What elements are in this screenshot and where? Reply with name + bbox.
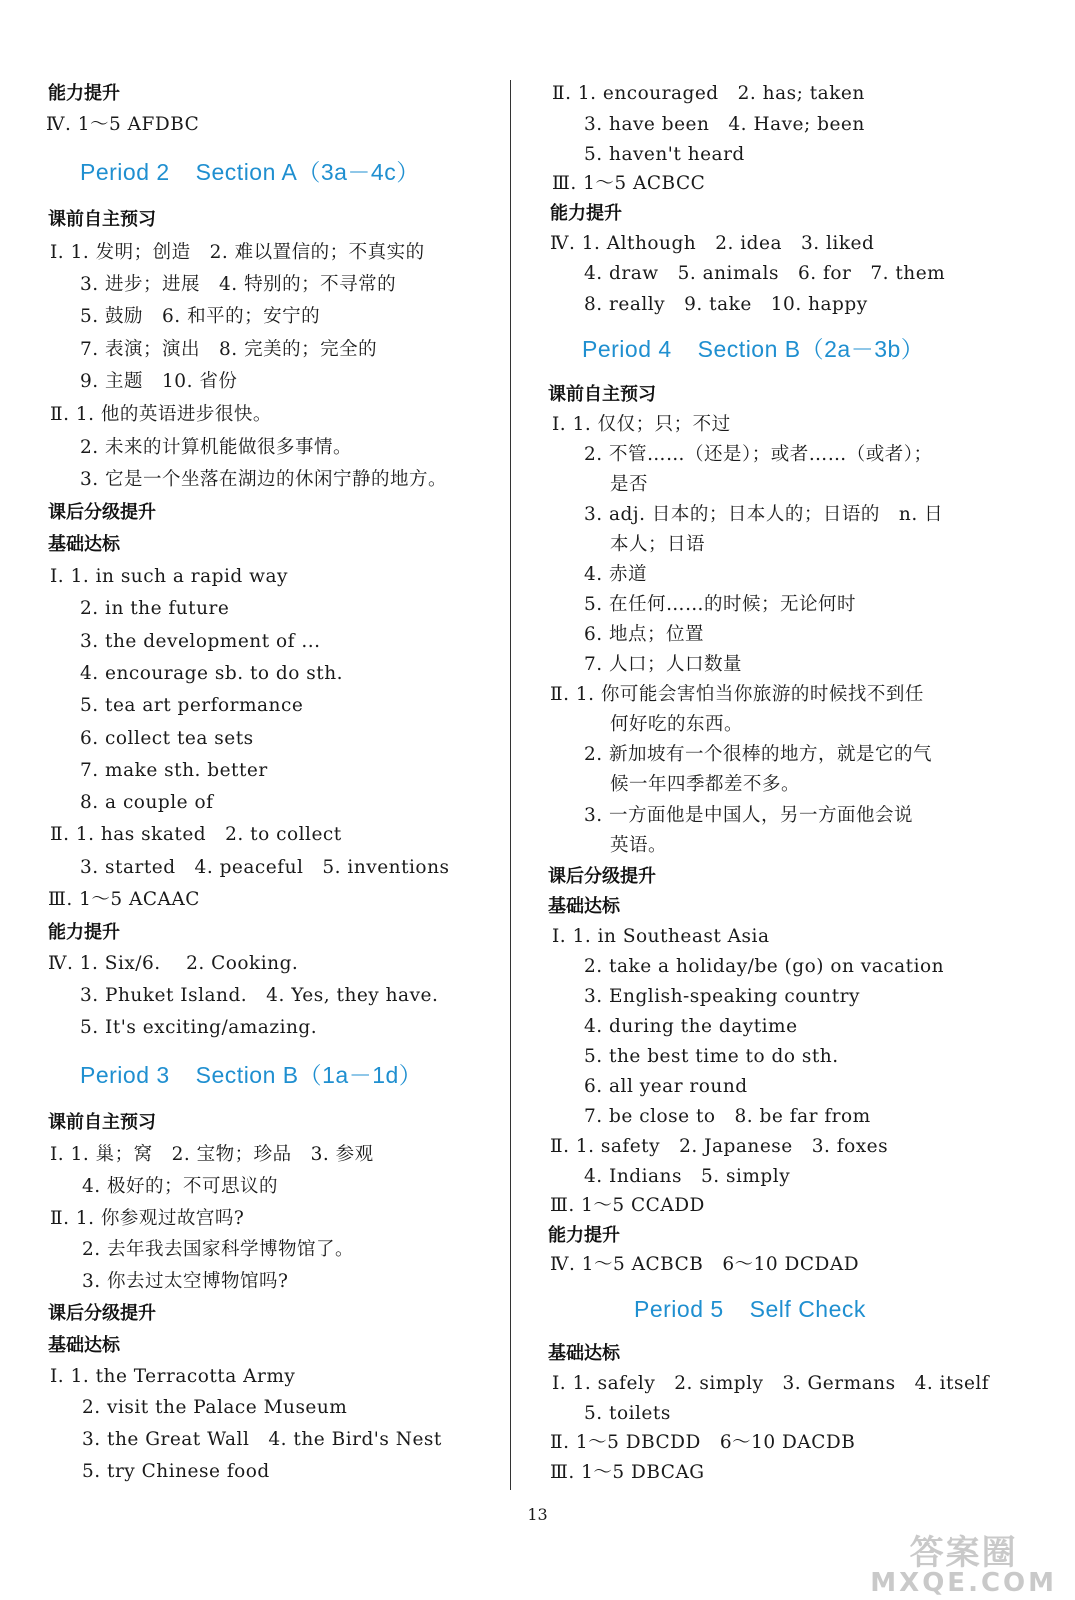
answer-line: Ⅰ. 1. in Southeast Asia	[552, 926, 770, 947]
answer-line: 4. 赤道	[584, 564, 648, 585]
answer-line: 5. haven't heard	[584, 144, 745, 165]
answer-line: 7. be close to 8. be far from	[584, 1106, 871, 1127]
section-label: Self Check	[749, 1296, 866, 1322]
period-heading	[80, 1060, 422, 1090]
answer-line: 2. in the future	[80, 598, 230, 619]
answer-line: Ⅰ. 1. the Terracotta Army	[50, 1366, 296, 1387]
answer-line: 4. encourage sb. to do sth.	[80, 663, 343, 684]
answer-line: 4. draw 5. animals 6. for 7. them	[584, 263, 946, 284]
answer-line: 英语。	[610, 835, 668, 856]
answer-line: 本人；日语	[610, 534, 706, 555]
answer-line: 7. make sth. better	[80, 760, 268, 781]
answer-line: 是否	[610, 474, 649, 495]
answer-line: 3. the Great Wall 4. the Bird's Nest	[82, 1429, 442, 1450]
page-number: 13	[527, 1505, 548, 1524]
answer-line: 5. tea art performance	[80, 695, 304, 716]
section-label: Section B（1a－1d）	[195, 1062, 423, 1088]
section-heading: 基础达标	[48, 1335, 120, 1356]
answer-line: 5. 在任何……的时候；无论何时	[584, 594, 857, 615]
answer-line: 2. 去年我去国家科学博物馆了。	[82, 1239, 355, 1260]
section-heading: 课后分级提升	[548, 866, 656, 887]
answer-line: Ⅲ. 1～5 ACBCC	[552, 173, 706, 194]
answer-line: 6. 地点；位置	[584, 624, 705, 645]
answer-line: Ⅱ. 1. has skated 2. to collect	[50, 824, 342, 845]
answer-line: 3. 进步；进展 4. 特别的；不寻常的	[80, 274, 397, 295]
answer-line: Ⅰ. 1. in such a rapid way	[50, 566, 288, 587]
answer-line: 7. 表演；演出 8. 完美的；完全的	[80, 339, 378, 360]
period-heading	[582, 334, 924, 364]
section-heading: 基础达标	[548, 896, 620, 917]
answer-line: 候一年四季都差不多。	[610, 774, 801, 795]
section-label: Section A（3a－4c）	[195, 159, 420, 185]
section-heading: 能力提升	[548, 1225, 620, 1246]
period-label: Period 5	[634, 1296, 724, 1322]
answer-line: Ⅱ. 1. safety 2. Japanese 3. foxes	[550, 1136, 889, 1157]
answer-line: Ⅳ. 1～5 AFDBC	[46, 114, 200, 135]
answer-line: Ⅱ. 1. 你参观过故宫吗?	[50, 1208, 245, 1229]
section-heading: 基础达标	[48, 534, 120, 555]
answer-line: 2. take a holiday/be (go) on vacation	[584, 956, 945, 977]
answer-line: 2. 未来的计算机能做很多事情。	[80, 437, 353, 458]
answer-line: 何好吃的东西。	[610, 714, 744, 735]
answer-line: 2. 新加坡有一个很棒的地方，就是它的气	[584, 744, 933, 765]
answer-line: 3. 它是一个坐落在湖边的休闲宁静的地方。	[80, 469, 448, 490]
answer-line: 8. really 9. take 10. happy	[584, 294, 868, 315]
section-heading: 课前自主预习	[48, 209, 156, 230]
answer-line: 3. have been 4. Have; been	[584, 114, 865, 135]
answer-line: 3. 你去过太空博物馆吗?	[82, 1271, 289, 1292]
answer-line: 6. collect tea sets	[80, 728, 254, 749]
answer-line: 3. started 4. peaceful 5. inventions	[80, 857, 450, 878]
answer-line: 5. It's exciting/amazing.	[80, 1017, 318, 1038]
section-heading: 课前自主预习	[548, 384, 656, 405]
answer-line: 3. 一方面他是中国人，另一方面他会说	[584, 805, 914, 826]
answer-line: 4. during the daytime	[584, 1016, 798, 1037]
answer-line: Ⅲ. 1～5 CCADD	[550, 1195, 705, 1216]
section-heading: 基础达标	[548, 1343, 620, 1364]
period-label: Period 4	[582, 336, 672, 362]
answer-line: 4. Indians 5. simply	[584, 1166, 791, 1187]
section-heading: 课后分级提升	[48, 1303, 156, 1324]
answer-line: Ⅳ. 1. Although 2. idea 3. liked	[550, 233, 875, 254]
answer-line: 2. visit the Palace Museum	[82, 1397, 348, 1418]
answer-line: 5. toilets	[584, 1403, 671, 1424]
answer-line: 5. 鼓励 6. 和平的；安宁的	[80, 306, 321, 327]
answer-line: Ⅰ. 1. 巢；窝 2. 宝物；珍品 3. 参观	[50, 1144, 374, 1165]
section-heading: 能力提升	[48, 922, 120, 943]
answer-line: 5. the best time to do sth.	[584, 1046, 839, 1067]
watermark-logo	[870, 1533, 1057, 1598]
answer-line: Ⅰ. 1. safely 2. simply 3. Germans 4. itself	[552, 1373, 990, 1394]
answer-line: Ⅰ. 1. 发明；创造 2. 难以置信的；不真实的	[50, 242, 425, 263]
section-heading: 能力提升	[48, 83, 120, 104]
section-heading: 课后分级提升	[48, 502, 156, 523]
period-label: Period 2	[80, 159, 170, 185]
answer-line: 5. try Chinese food	[82, 1461, 270, 1482]
answer-line: 3. Phuket Island. 4. Yes, they have.	[80, 985, 439, 1006]
section-heading: 能力提升	[550, 203, 622, 224]
answer-line: 7. 人口；人口数量	[584, 654, 743, 675]
answer-line: Ⅱ. 1～5 DBCDD 6～10 DACDB	[550, 1432, 856, 1453]
period-heading	[80, 157, 420, 187]
answer-line: Ⅲ. 1～5 ACAAC	[48, 889, 200, 910]
section-heading: 课前自主预习	[48, 1112, 156, 1133]
answer-line: 6. all year round	[584, 1076, 748, 1097]
answer-line: Ⅳ. 1～5 ACBCB 6～10 DCDAD	[550, 1254, 860, 1275]
period-heading	[634, 1294, 866, 1324]
answer-line: 9. 主题 10. 省份	[80, 371, 238, 392]
answer-line: 3. adj. 日本的；日本人的；日语的 n. 日	[584, 504, 944, 525]
answer-line: 4. 极好的；不可思议的	[82, 1176, 279, 1197]
section-label: Section B（2a－3b）	[697, 336, 925, 362]
answer-line: Ⅲ. 1～5 DBCAG	[550, 1462, 705, 1483]
watermark-text: 答案圈	[909, 1533, 1018, 1573]
answer-line: Ⅱ. 1. 他的英语进步很快。	[50, 404, 272, 425]
answer-line: Ⅱ. 1. encouraged 2. has; taken	[552, 83, 865, 104]
answer-line: 8. a couple of	[80, 792, 214, 813]
answer-line: Ⅱ. 1. 你可能会害怕当你旅游的时候找不到任	[550, 684, 924, 705]
answer-line: 3. the development of ...	[80, 631, 321, 652]
column-divider	[510, 80, 511, 1490]
answer-line: Ⅳ. 1. Six/6. 2. Cooking.	[48, 953, 299, 974]
answer-line: Ⅰ. 1. 仅仅；只；不过	[552, 414, 731, 435]
answer-line: 2. 不管……（还是）；或者……（或者）；	[584, 444, 933, 465]
answer-line: 3. English-speaking country	[584, 986, 860, 1007]
period-label: Period 3	[80, 1062, 170, 1088]
watermark-url: MXQE.COM	[870, 1568, 1057, 1598]
